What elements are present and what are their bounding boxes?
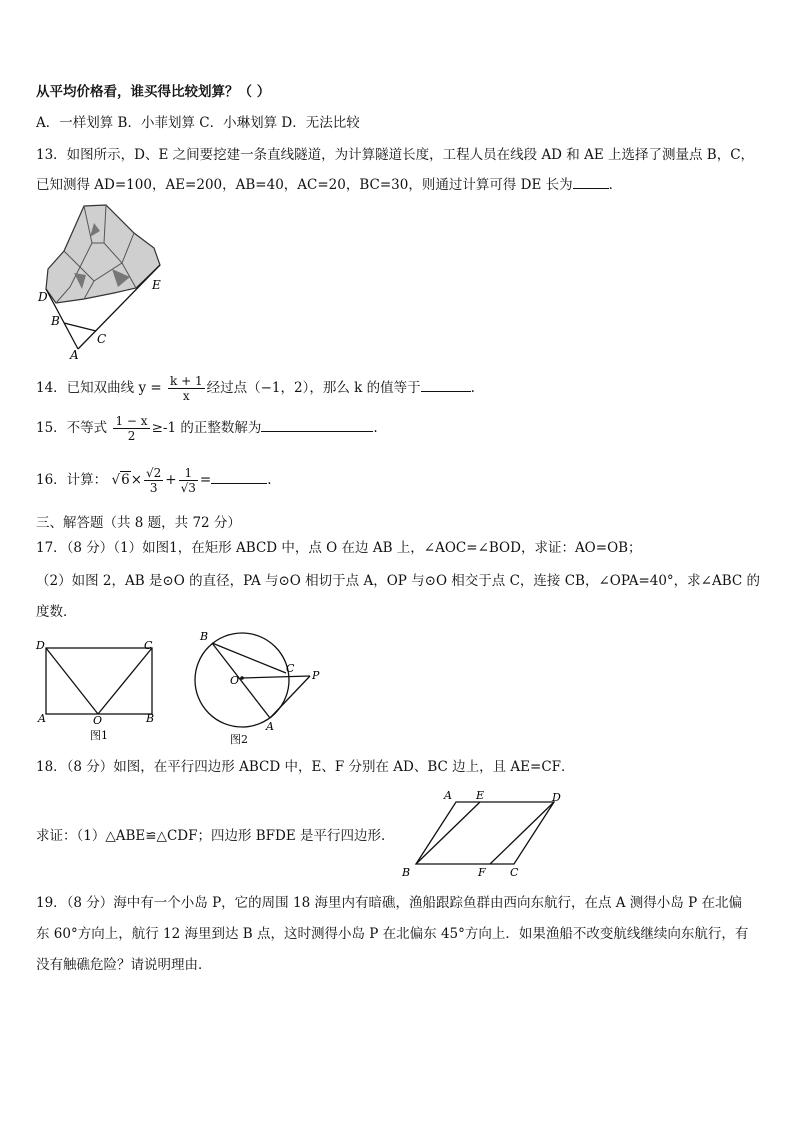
q16-end: . [267,472,272,488]
q15-fraction [113,414,149,443]
label-a: A [70,348,79,362]
q13-line2-end: ． [608,177,623,193]
center-point [240,676,244,680]
q16-frac2-den: √3 [180,481,196,495]
q13-line1: 13．如图所示，D、E 之间要挖建一条直线隧道，为计算隧道长度，工程人员在线段 AD 和 AE 上选择了测量点 B，C， [36,147,755,163]
fig18-label-d: D [552,791,561,804]
q15-answer-blank [261,419,373,432]
q16-plus: + [165,472,177,488]
q16-prefix: 16．计算： [36,472,108,488]
q16-answer-blank [211,471,267,484]
fig18-label-f: F [478,866,486,879]
q14-end: . [470,380,475,396]
tangent-pa [270,676,310,718]
label-d: D [38,290,48,304]
fig1-label-d: D [36,639,45,652]
q19-line3: 没有触礁危险？请说明理由． [36,957,212,973]
label-b: B [51,314,60,328]
line-do [46,648,98,714]
q19-line2: 东 60°方向上，航行 12 海里到达 B 点，这时测得小岛 P 在北偏东 45°方向上．如果渔船不改变航线继续向东航行，有 [36,926,749,942]
line-be [416,802,480,864]
fig2-label-a: A [266,720,274,733]
fig18-label-e: E [476,789,485,802]
fig1-label-b: B [146,712,155,725]
line-op [242,676,310,678]
fig2-caption: 图2 [230,733,248,746]
q14-numerator: k + 1 [170,374,203,388]
q16-frac1-num-radicand: 2 [153,466,162,480]
rectangle-abcd [46,648,152,714]
line-df [490,802,554,864]
q16-sqrt6-radicand: 6 [121,472,130,488]
fig18-label-b: B [402,866,411,879]
q16-frac2-den-radicand: 3 [188,481,196,495]
line-co [98,648,152,714]
q17-figure2 [190,630,330,748]
q12-options: A．一样划算 B．小菲划算 C．小琳划算 D．无法比较 [36,115,360,131]
label-e: E [152,278,161,292]
fig2-label-p: P [312,669,320,682]
q17-line2: （2）如图 2，AB 是⊙O 的直径，PA 与⊙O 相切于点 A，OP 与⊙O 相交于点 C，连接 CB，∠OPA=40°，求∠ABC 的 [36,573,761,589]
q17-line3: 度数． [36,604,77,620]
q15-suffix: ≥-1 的正整数解为 [151,420,262,436]
q16-equals: = [199,472,212,488]
q15-end: . [373,420,378,436]
parallelogram-abcd [416,802,554,864]
fig2-label-o: O [230,674,240,687]
q15-prefix: 15．不等式 [36,420,108,436]
q18-parallelogram-figure [396,786,576,882]
q18-line2: 求证：（1）△ABE≌△CDF；四边形 BFDE 是平行四边形． [36,828,395,844]
q13-tunnel-figure [34,203,169,363]
q19-line1: 19．（8 分）海中有一个小岛 P，它的周围 18 海里内有暗礁，渔船跟踪鱼群由西向东航行，在点 A 测得小岛 P 在北偏 [36,895,742,911]
q14-answer-blank [421,379,471,392]
q13-answer-blank [573,176,609,189]
q16-line [36,464,272,496]
q14-denominator: x [182,389,190,403]
fig1-label-o: O [93,714,103,727]
q16-sqrt6: √6 [111,472,130,488]
q17-figure1 [34,636,166,746]
line-bc [64,323,96,331]
q15-numerator: 1 − x [115,414,148,428]
q16-fraction1 [144,466,163,495]
q14-fraction [168,374,205,403]
section3-title: 三、解答题（共 8 题，共 72 分） [36,515,241,531]
fig2-label-b: B [200,630,209,643]
fig1-label-a: A [38,712,46,725]
q14-prefix: 14．已知双曲线 y = [36,380,162,396]
q15-denominator: 2 [127,429,136,443]
fig18-label-c: C [510,866,519,879]
fig1-caption: 图1 [90,729,108,742]
mountain-illustration [46,205,160,303]
q14-suffix: 经过点（−1，2），那么 k 的值等于 [206,380,421,396]
fig1-label-c: C [144,639,153,652]
q16-frac1-den: 3 [149,481,158,495]
fig18-label-a: A [444,789,452,802]
label-c: C [97,332,107,346]
q13-line2 [36,175,622,195]
q16-frac2-num: 1 [179,466,198,481]
q18-line1: 18．（8 分）如图，在平行四边形 ABCD 中，E、F 分别在 AD、BC 边上，且 AE=CF． [36,759,575,775]
q16-frac1-num: √2 [146,466,162,480]
q12-stem: 从平均价格看，谁买得比较划算？（ ） [36,84,271,100]
q17-line1: 17．（8 分）（1）如图1，在矩形 ABCD 中，点 O 在边 AB 上，∠AOC=∠BOD，求证：AO=OB； [36,540,642,556]
fig2-label-c: C [286,662,295,675]
q15-line [36,414,378,443]
q13-line2-text: 已知测得 AD=100，AE=200，AB=40，AC=20，BC=30，则通过计算可得 DE 长为 [36,177,573,193]
q16-fraction2 [179,466,198,495]
q14-line [36,374,475,403]
q16-times: × [130,472,142,488]
